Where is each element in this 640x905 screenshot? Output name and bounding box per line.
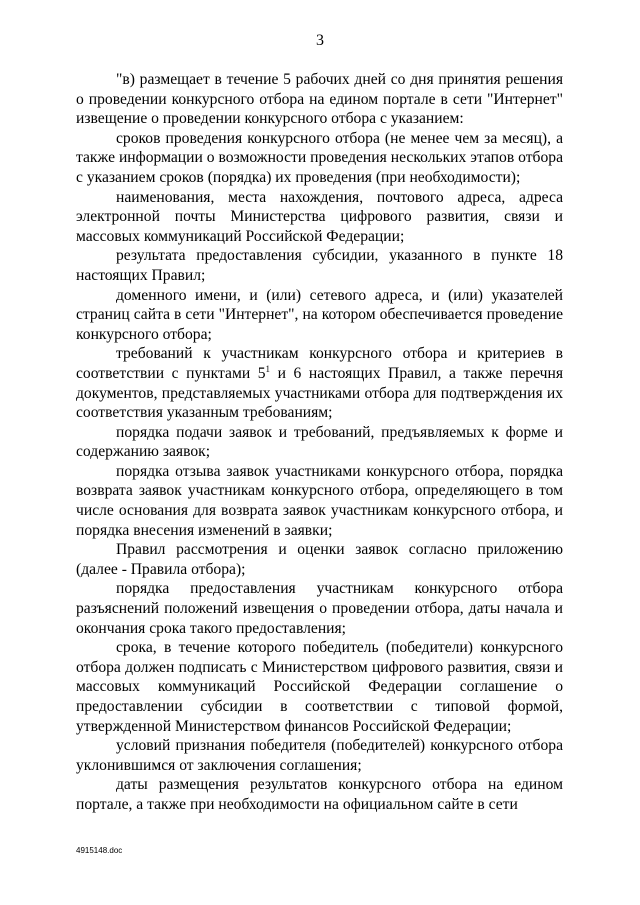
document-body [76,70,563,815]
superscript-index: 1 [265,363,271,374]
paragraph-text-before: требований к участникам конкурсного отбора и критериев в соответствии с пунктами 5 [76,345,563,382]
paragraph: "в) размещает в течение 5 рабочих дней со дня принятия решения о проведении конкурсного отбора на едином портале в сети "Интернет" извещение о проведении конкурсного отбора с указанием: [76,71,563,128]
paragraph: срока, в течение которого победитель (победители) конкурсного отбора должен подписать с Министерством цифрового развития, связи и массовых коммуникаций Российской Федерации соглашение о предоставлении субсидии в соответствии с типовой формой, утвержденной Министерством финансов Российской Федерации; [76,639,563,735]
paragraph: даты размещения результатов конкурсного отбора на едином портале, а также при необходимости на официальном сайте в сети [76,776,563,813]
paragraph: порядка подачи заявок и требований, предъявляемых к форме и содержанию заявок; [76,423,563,461]
paragraph: условий признания победителя (победителей) конкурсного отбора уклонившимся от заключения соглашения; [76,737,563,774]
paragraph: доменного имени, и (или) сетевого адреса, и (или) указателей страниц сайта в сети "Интернет", на котором обеспечивается проведение конкурсного отбора; [76,286,563,343]
paragraph-with-superscript [76,344,563,422]
document-file-reference: 4915148.doc [76,846,123,855]
paragraph: Правил рассмотрения и оценки заявок согласно приложению (далее - Правила отбора); [76,541,563,578]
paragraph: результата предоставления субсидии, указанного в пункте 18 настоящих Правил; [76,247,563,284]
paragraph: порядка отзыва заявок участниками конкурсного отбора, порядка возврата заявок участникам конкурсного отбора, определяющего в том числе основания для возврата заявок участникам конкурсного отбора, и порядка внесения изменений в заявки; [76,462,563,539]
paragraph: сроков проведения конкурсного отбора (не менее чем за месяц), а также информации о возможности проведения нескольких этапов отбора с указанием сроков (порядка) их проведения (при необходимости); [76,129,563,186]
paragraph-text-after: и 6 настоящих Правил, а также перечня документов, представляемых участниками отбора для подтверждения их соответствия указанным требованиям; [76,364,563,422]
paragraph: порядка предоставления участникам конкурсного отбора разъяснений положений извещения о проведении отбора, даты начала и окончания срока такого предоставления; [76,580,563,637]
page-number: 3 [316,32,324,49]
paragraph: наименования, места нахождения, почтового адреса, адреса электронной почты Министерства цифрового развития, связи и массовых коммуникаций Российской Федерации; [76,188,563,245]
